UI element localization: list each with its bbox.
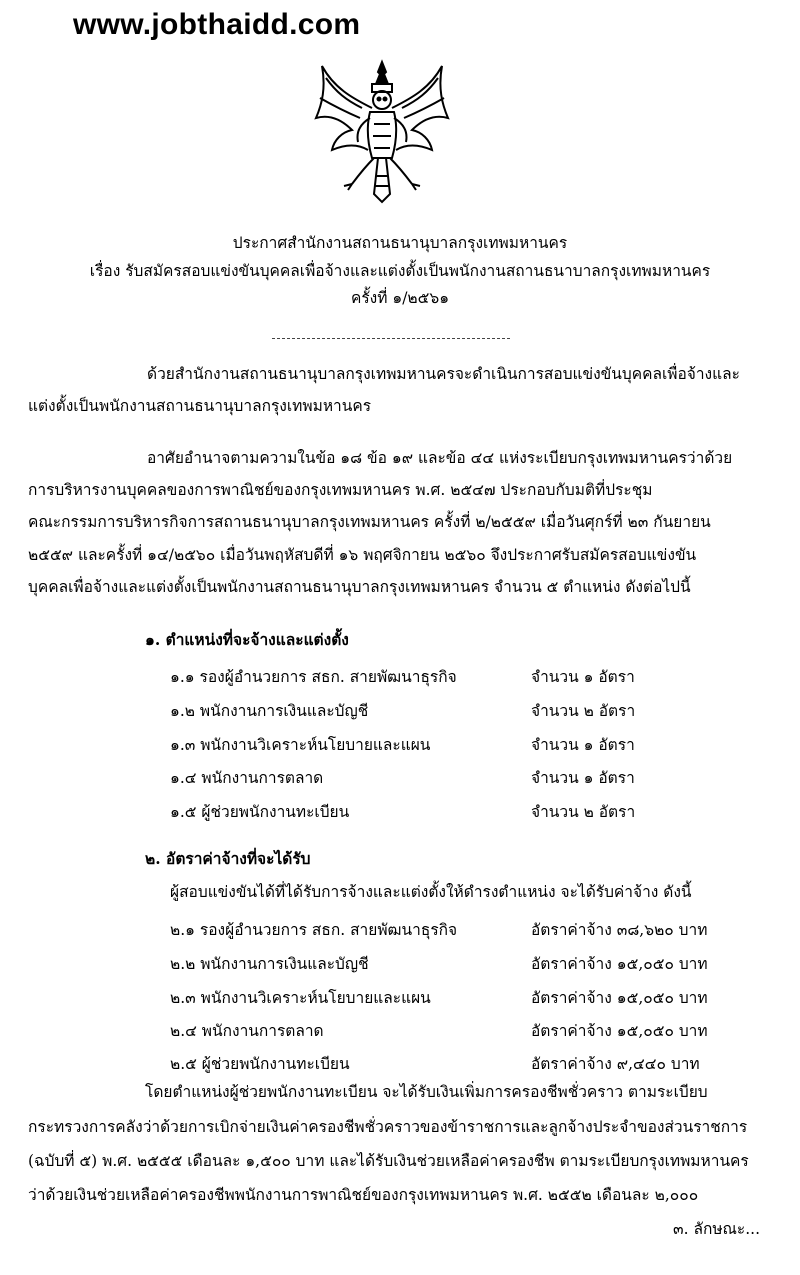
allowance-note-line-3: (ฉบับที่ ๕) พ.ศ. ๒๕๕๕ เดือนละ ๑,๕๐๐ บาท และได้รับเงินช่วยเหลือค่าครองชีพ ตามระเบียบกรุงเทพมหานคร bbox=[28, 1152, 749, 1170]
wage-value: อัตราค่าจ้าง ๑๕,๐๕๐ บาท bbox=[531, 1022, 708, 1040]
wage-value: อัตราค่าจ้าง ๙,๔๔๐ บาท bbox=[531, 1055, 700, 1073]
position-count: จำนวน ๒ อัตรา bbox=[531, 803, 636, 821]
wage-row bbox=[0, 1018, 800, 1040]
wage-label: ๒.๕ ผู้ช่วยพนักงานทะเบียน bbox=[170, 1055, 350, 1073]
announcement-number: ครั้งที่ ๑/๒๕๖๑ bbox=[350, 289, 450, 307]
position-count: จำนวน ๑ อัตรา bbox=[531, 736, 635, 754]
section-1-heading: ๑. ตำแหน่งที่จะจ้างและแต่งตั้ง bbox=[145, 630, 349, 649]
announcement-title: ประกาศสำนักงานสถานธนานุบาลกรุงเทพมหานคร bbox=[232, 234, 568, 252]
wage-value: อัตราค่าจ้าง ๑๕,๐๕๐ บาท bbox=[531, 989, 708, 1007]
allowance-note-line-4: ว่าด้วยเงินช่วยเหลือค่าครองชีพพนักงานการพาณิชย์ของกรุงเทพมหานคร พ.ศ. ๒๕๕๒ เดือนละ ๒,๐๐๐ bbox=[28, 1186, 699, 1204]
intro-paragraph-2-line-4: ๒๕๕๙ และครั้งที่ ๑๔/๒๕๖๐ เมื่อวันพฤหัสบดีที่ ๑๖ พฤศจิกายน ๒๕๖๐ จึงประกาศรับสมัครสอบแข่งขัน bbox=[28, 546, 697, 564]
position-label: ๑.๑ รองผู้อำนวยการ สธก. สายพัฒนาธุรกิจ bbox=[170, 668, 457, 686]
wage-label: ๒.๒ พนักงานการเงินและบัญชี bbox=[170, 955, 369, 973]
watermark-url: www.jobthaidd.com bbox=[73, 8, 361, 41]
wage-row bbox=[0, 985, 800, 1007]
allowance-note-line-1: โดยตำแหน่งผู้ช่วยพนักงานทะเบียน จะได้รับเงินเพิ่มการครองชีพชั่วคราว ตามระเบียบ bbox=[145, 1083, 708, 1101]
position-count: จำนวน ๒ อัตรา bbox=[531, 702, 636, 720]
position-row bbox=[0, 664, 800, 686]
wage-row bbox=[0, 951, 800, 973]
wage-label: ๒.๔ พนักงานการตลาด bbox=[170, 1022, 324, 1040]
wage-label: ๒.๑ รองผู้อำนวยการ สธก. สายพัฒนาธุรกิจ bbox=[170, 921, 458, 939]
section-2-intro: ผู้สอบแข่งขันได้ที่ได้รับการจ้างและแต่งตั้งให้ดำรงตำแหน่ง จะได้รับค่าจ้าง ดังนี้ bbox=[170, 883, 692, 901]
wage-value: อัตราค่าจ้าง ๑๕,๐๕๐ บาท bbox=[531, 955, 708, 973]
announcement-subject: เรื่อง รับสมัครสอบแข่งขันบุคคลเพื่อจ้างและแต่งตั้งเป็นพนักงานสถานธนาบาลกรุงเทพมหานคร bbox=[89, 262, 711, 280]
intro-paragraph-2-line-2: การบริหารงานบุคคลของการพาณิชย์ของกรุงเทพมหานคร พ.ศ. ๒๕๔๗ ประกอบกับมติที่ประชุม bbox=[28, 481, 653, 499]
wage-row bbox=[0, 917, 800, 939]
wage-row bbox=[0, 1051, 800, 1073]
position-label: ๑.๓ พนักงานวิเคราะห์นโยบายและแผน bbox=[170, 736, 431, 754]
position-label: ๑.๕ ผู้ช่วยพนักงานทะเบียน bbox=[170, 803, 350, 821]
position-count: จำนวน ๑ อัตรา bbox=[531, 769, 635, 787]
continuation-marker: ๓. ลักษณะ... bbox=[673, 1220, 761, 1238]
position-label: ๑.๔ พนักงานการตลาด bbox=[170, 769, 324, 787]
intro-paragraph-2-line-1: อาศัยอำนาจตามความในข้อ ๑๘ ข้อ ๑๙ และข้อ ๔๔ แห่งระเบียบกรุงเทพมหานครว่าด้วย bbox=[147, 449, 733, 467]
allowance-note-line-2: กระทรวงการคลังว่าด้วยการเบิกจ่ายเงินค่าครองชีพชั่วคราวของข้าราชการและลูกจ้างประจำของส่วนราชการ bbox=[28, 1118, 748, 1136]
intro-paragraph-2-line-5: บุคคลเพื่อจ้างและแต่งตั้งเป็นพนักงานสถานธนานุบาลกรุงเทพมหานคร จำนวน ๕ ตำแหน่ง ดังต่อไปนี้ bbox=[28, 578, 691, 596]
position-label: ๑.๒ พนักงานการเงินและบัญชี bbox=[170, 702, 369, 720]
intro-paragraph-1-line-1: ด้วยสำนักงานสถานธนานุบาลกรุงเทพมหานครจะดำเนินการสอบแข่งขันบุคคลเพื่อจ้างและ bbox=[147, 365, 740, 383]
section-2-heading: ๒. อัตราค่าจ้างที่จะได้รับ bbox=[145, 849, 311, 868]
position-row bbox=[0, 732, 800, 754]
intro-paragraph-1-line-2: แต่งตั้งเป็นพนักงานสถานธนานุบาลกรุงเทพมหานคร bbox=[28, 397, 372, 415]
position-row bbox=[0, 698, 800, 720]
divider bbox=[272, 338, 510, 339]
position-row bbox=[0, 765, 800, 787]
position-row bbox=[0, 799, 800, 821]
intro-paragraph-2-line-3: คณะกรรมการบริหารกิจการสถานธนานุบาลกรุงเทพมหานคร ครั้งที่ ๒/๒๕๕๙ เมื่อวันศุกร์ที่ ๒๓ กันยายน bbox=[28, 513, 711, 531]
wage-label: ๒.๓ พนักงานวิเคราะห์นโยบายและแผน bbox=[170, 989, 431, 1007]
position-count: จำนวน ๑ อัตรา bbox=[531, 668, 635, 686]
garuda-emblem-icon bbox=[312, 58, 452, 204]
wage-value: อัตราค่าจ้าง ๓๘,๖๒๐ บาท bbox=[531, 921, 708, 939]
